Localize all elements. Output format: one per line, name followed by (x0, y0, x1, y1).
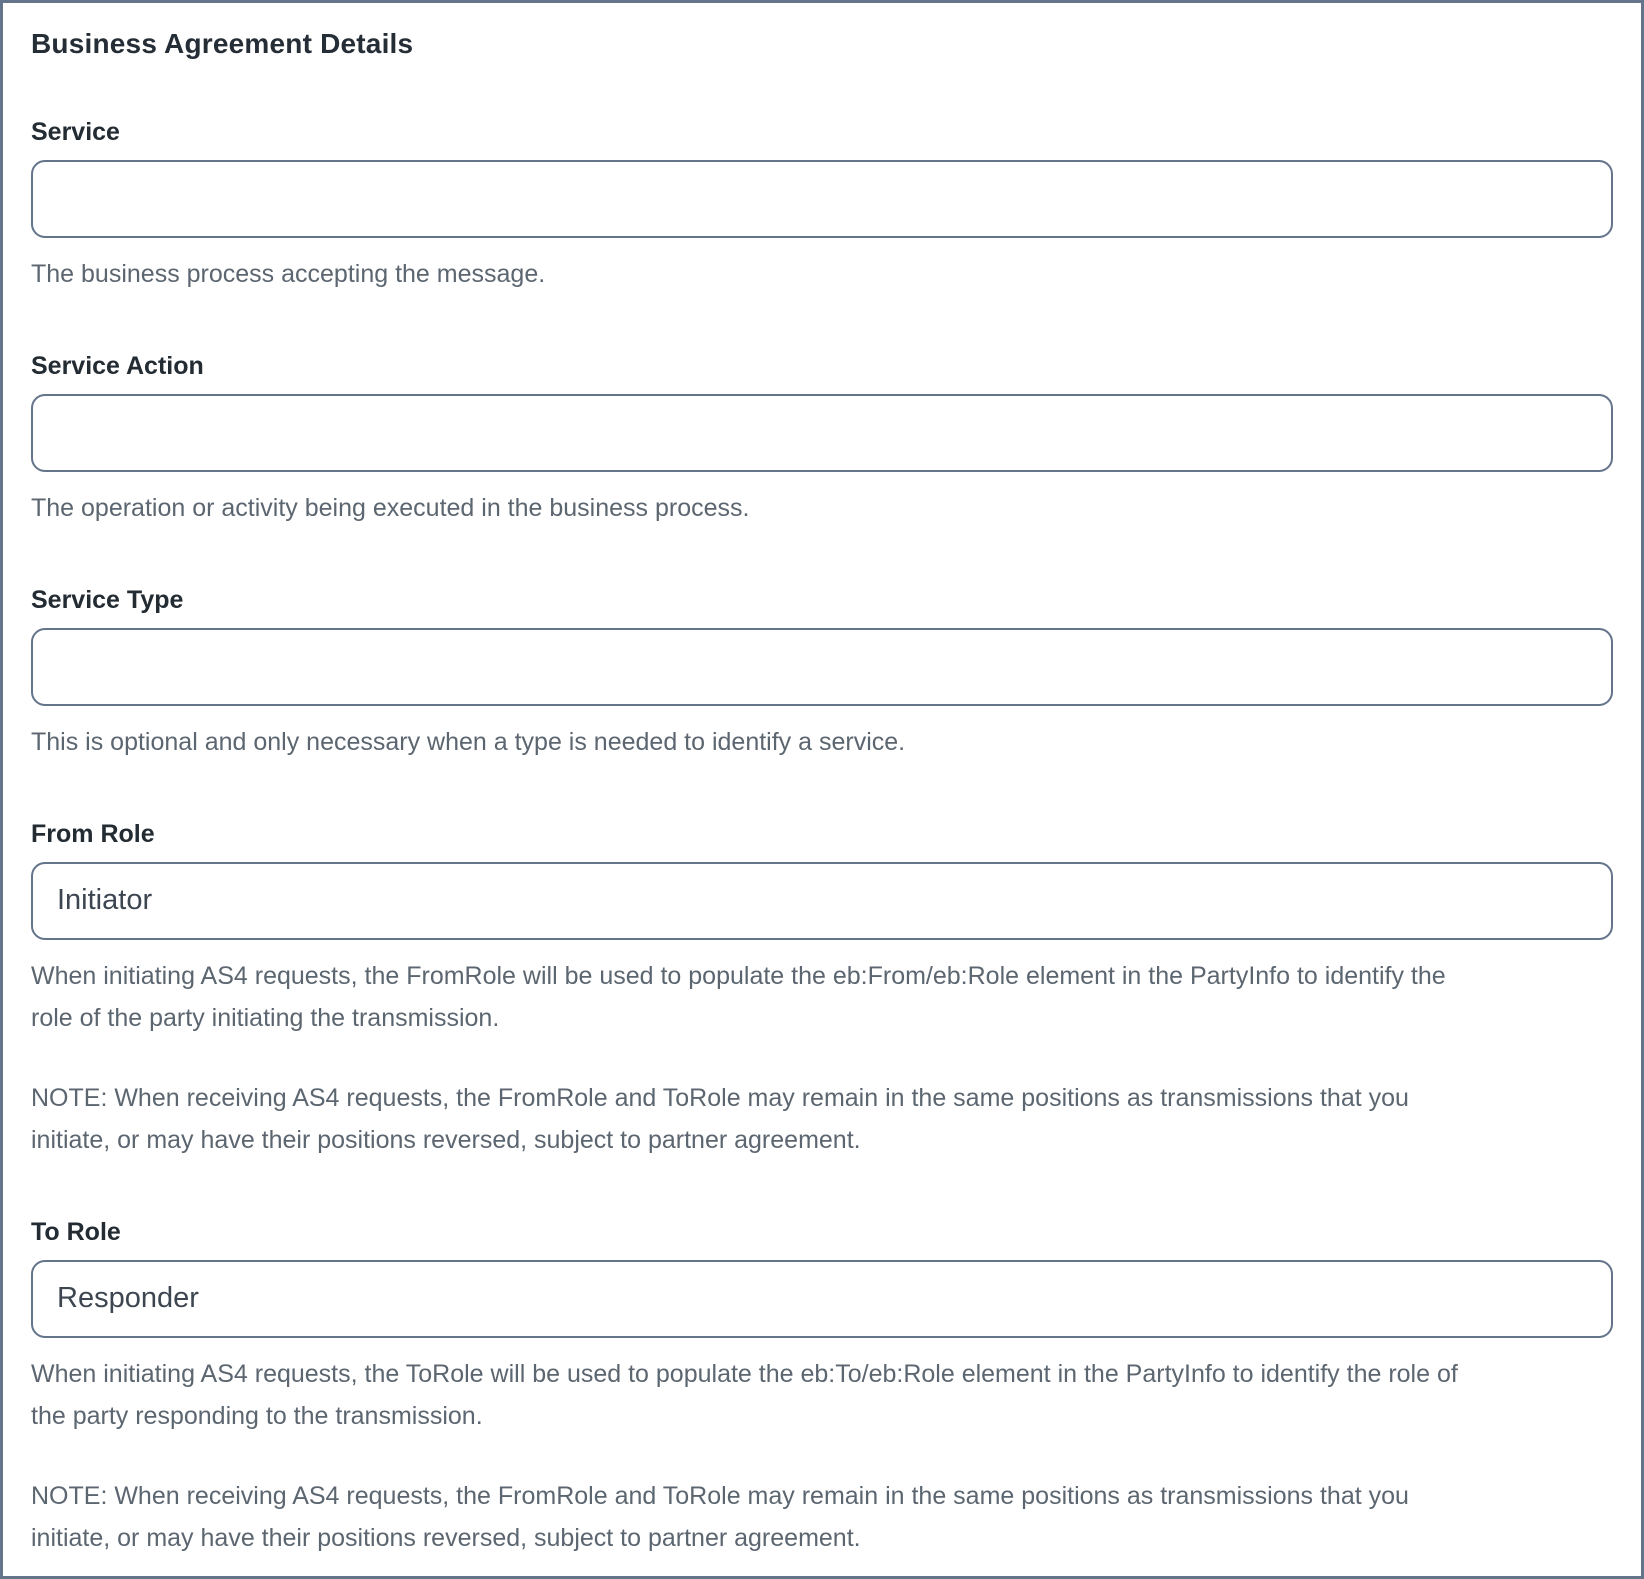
helper-paragraph: The operation or activity being executed in the business process. (31, 493, 750, 522)
helper-paragraph: When initiating AS4 requests, the FromRole will be used to populate the eb:From/eb:Role element in the PartyInfo to identify the role of the party initiating the transmission. (31, 961, 1446, 1032)
service-helper-text (31, 253, 1491, 295)
from-role-input[interactable] (31, 862, 1613, 940)
field-group-to-role (31, 1217, 1613, 1559)
service-action-input[interactable] (31, 394, 1613, 472)
field-group-from-role (31, 819, 1613, 1161)
to-role-helper-text (31, 1353, 1491, 1559)
to-role-input[interactable] (31, 1260, 1613, 1338)
field-group-service (31, 117, 1613, 295)
service-label: Service (31, 117, 120, 146)
service-action-label: Service Action (31, 351, 204, 380)
helper-note-paragraph: NOTE: When receiving AS4 requests, the FromRole and ToRole may remain in the same positions as transmissions that you initiate, or may have their positions reversed, subject to partner agreement. (31, 1481, 1409, 1552)
from-role-label: From Role (31, 819, 155, 848)
from-role-helper-text (31, 955, 1491, 1161)
service-action-helper-text (31, 487, 1491, 529)
service-type-helper-text (31, 721, 1491, 763)
field-group-service-action (31, 351, 1613, 529)
helper-paragraph: When initiating AS4 requests, the ToRole will be used to populate the eb:To/eb:Role element in the PartyInfo to identify the role of the party responding to the transmission. (31, 1359, 1458, 1430)
service-type-input[interactable] (31, 628, 1613, 706)
service-type-label: Service Type (31, 585, 184, 614)
helper-note-paragraph: NOTE: When receiving AS4 requests, the FromRole and ToRole may remain in the same positions as transmissions that you initiate, or may have their positions reversed, subject to partner agreement. (31, 1083, 1409, 1154)
field-group-service-type (31, 585, 1613, 763)
helper-paragraph: This is optional and only necessary when a type is needed to identify a service. (31, 727, 906, 756)
to-role-label: To Role (31, 1217, 121, 1246)
helper-paragraph: The business process accepting the message. (31, 259, 546, 288)
service-input[interactable] (31, 160, 1613, 238)
page-title: Business Agreement Details (31, 28, 414, 59)
